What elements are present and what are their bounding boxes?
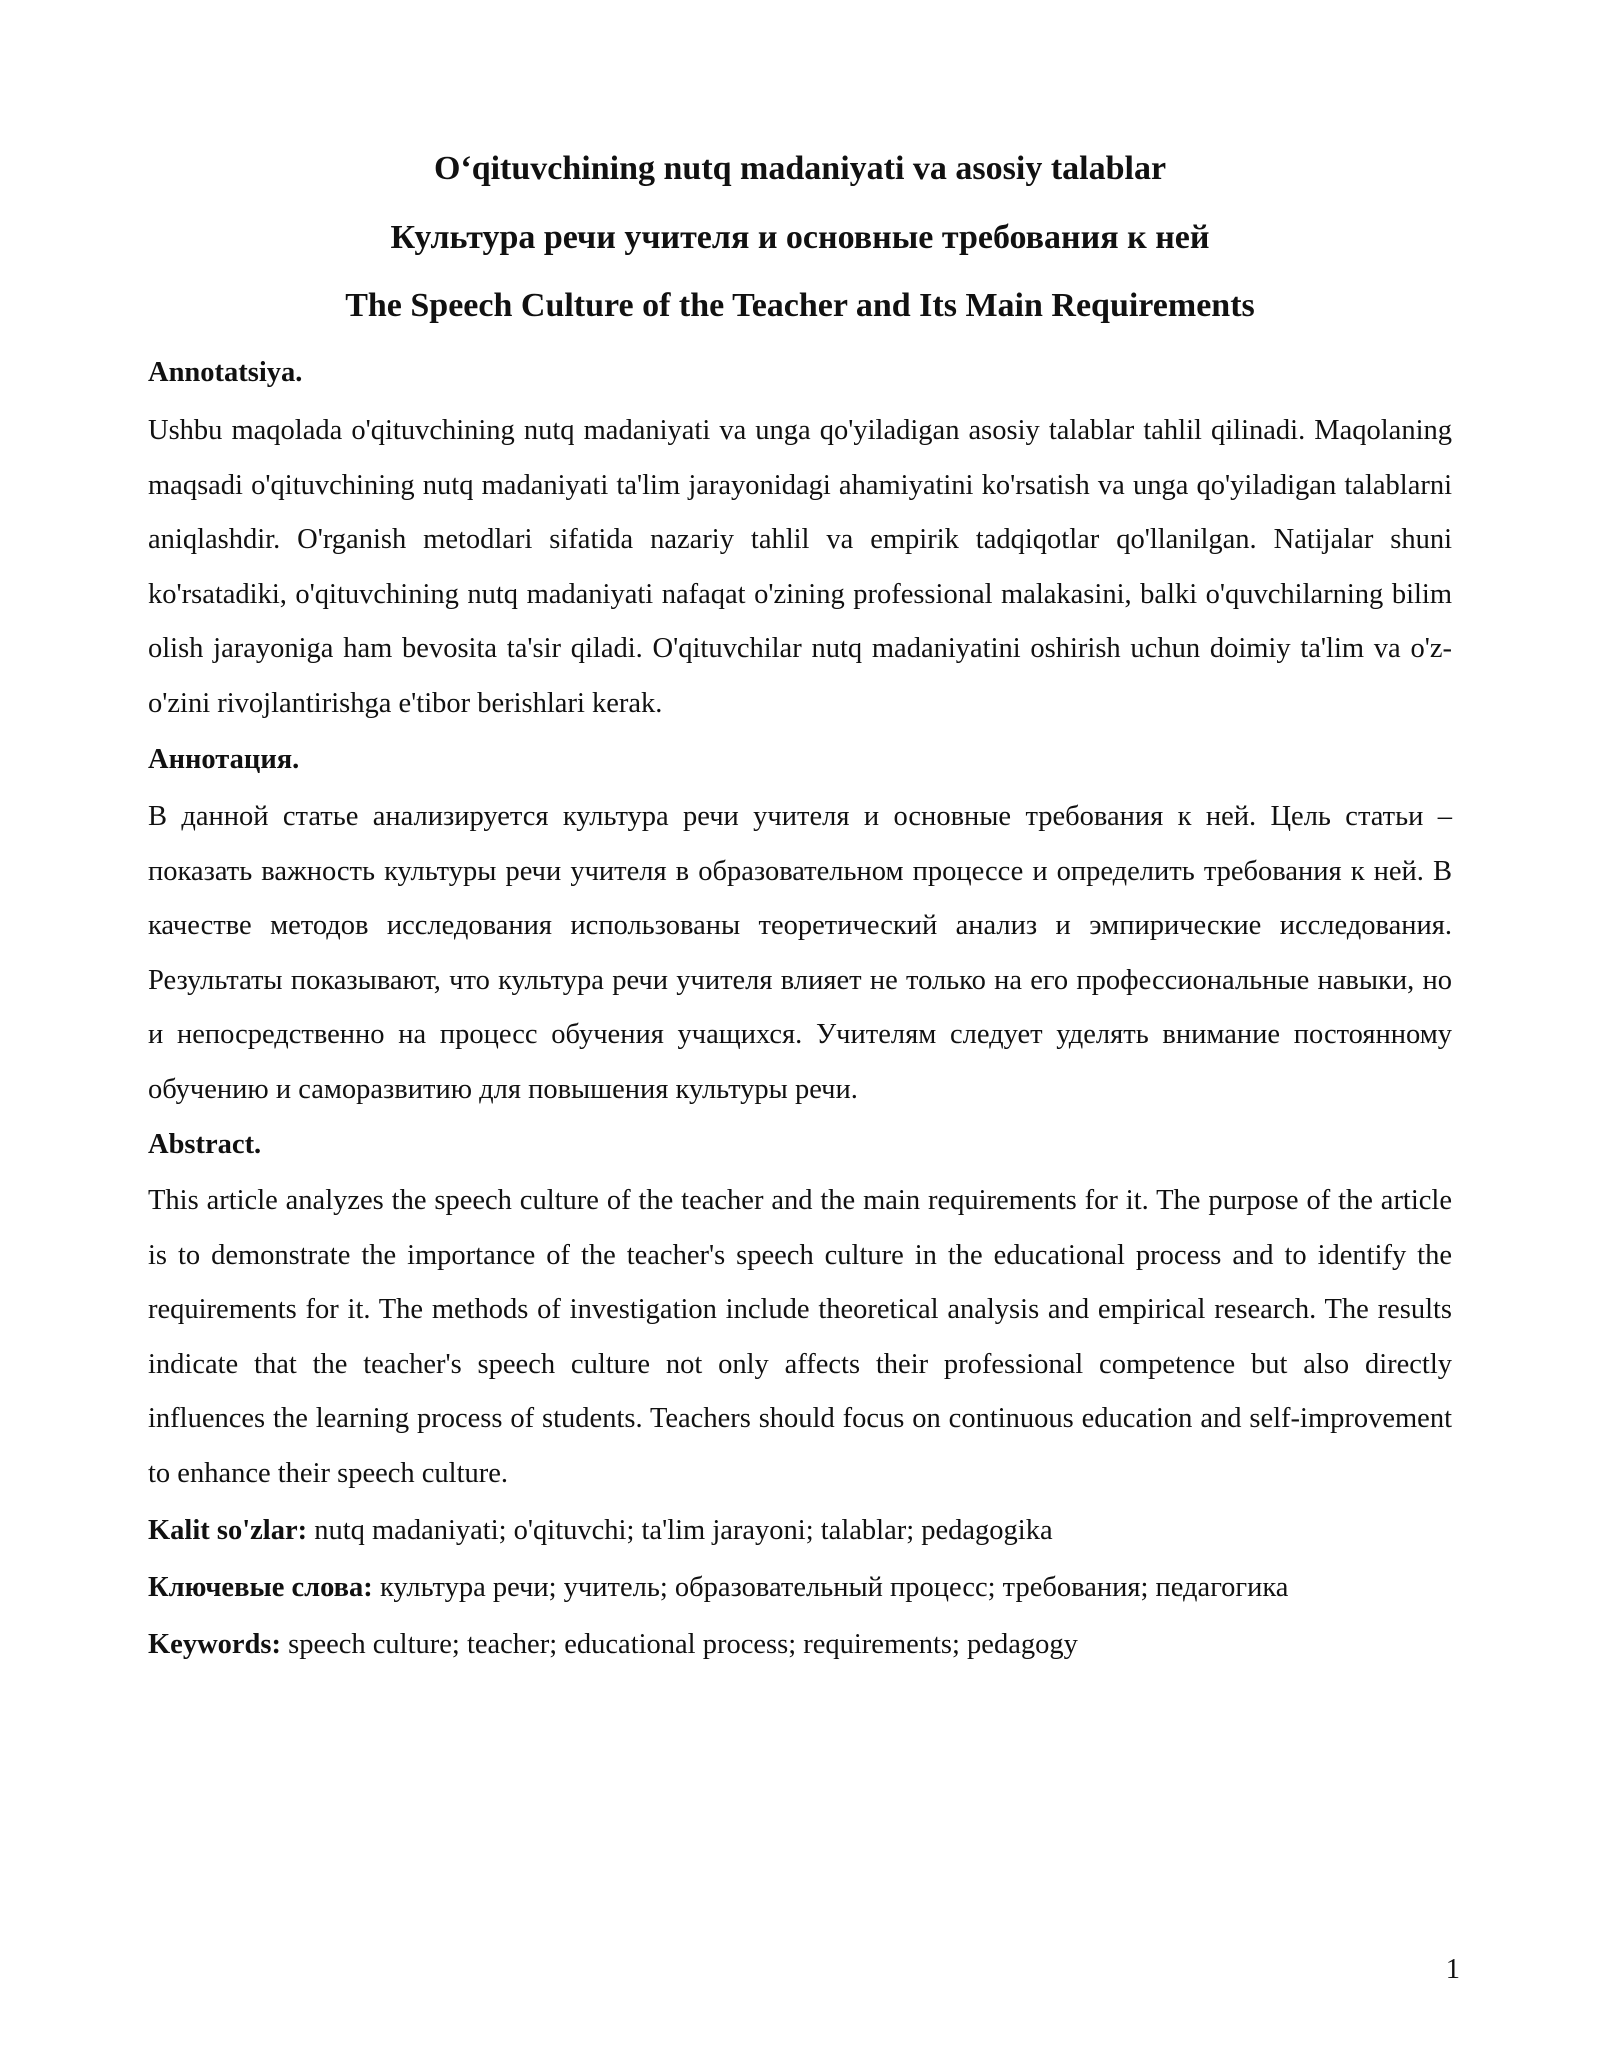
annotation-russian-text: В данной статье анализируется культура речи учителя и основные требования к ней. Цель статьи – показать важность культуры речи учителя в образовательном процессе и определить требования к ней. В качестве методов исследования использованы теоретический анализ и эмпирические исследования. Результаты показывают, что культура речи учителя влияет не только на его профессиональные навыки, но и непосредственно на процесс обучения учащихся. Учителям следует уделять внимание постоянному обучению и саморазвитию для повышения культуры речи.	[148, 801, 1452, 1105]
paper-page	[148, 150, 1452, 1673]
abstract-english-heading: Abstract.	[148, 1129, 262, 1160]
page-number: 1	[1445, 1954, 1460, 1985]
title-english: The Speech Culture of the Teacher and Its Main Requirements	[345, 287, 1255, 324]
annotation-uzbek-heading: Annotatsiya.	[148, 357, 303, 388]
keywords-russian-label: Ключевые слова:	[148, 1572, 373, 1603]
annotation-russian-section	[148, 741, 1452, 1117]
abstract-english-text: This article analyzes the speech culture of the teacher and the main requirements for it. The purpose of the article is to demonstrate the importance of the teacher's speech culture in the educational process and to identify the requirements for it. The methods of investigation include theoretical analysis and empirical research. The results indicate that the teacher's speech culture not only affects their professional competence but also directly influences the learning process of students. Teachers should focus on continuous education and self-improvement to enhance their speech culture.	[148, 1185, 1452, 1489]
keywords-uzbek	[148, 1502, 1452, 1559]
annotation-russian-heading: Аннотация.	[148, 744, 300, 775]
keywords-uzbek-value: nutq madaniyati; o'qituvchi; ta'lim jarayoni; talablar; pedagogika	[307, 1515, 1053, 1546]
abstract-english-section	[148, 1126, 1452, 1501]
annotation-uzbek-text: Ushbu maqolada o'qituvchining nutq madaniyati va unga qo'yiladigan asosiy talablar tahlil qilinadi. Maqolaning maqsadi o'qituvchining nutq madaniyati ta'lim jarayonidagi ahamiyatini ko'rsatish va unga qo'yiladigan talablarni aniqlashdir. O'rganish metodlari sifatida nazariy tahlil va empirik tadqiqotlar qo'llanilgan. Natijalar shuni ko'rsatadiki, o'qituvchining nutq madaniyati nafaqat o'zining professional malakasini, balki o'quvchilarning bilim olish jarayoniga ham bevosita ta'sir qiladi. O'qituvchilar nutq madaniyatini oshirish uchun doimiy ta'lim va o'z-o'zini rivojlantirishga e'tibor berishlari kerak.	[148, 415, 1452, 719]
keywords-english	[148, 1616, 1452, 1673]
keywords-english-value: speech culture; teacher; educational process; requirements; pedagogy	[280, 1629, 1078, 1660]
title-russian: Культура речи учителя и основные требования к ней	[390, 219, 1210, 256]
keywords-english-label: Keywords:	[148, 1629, 281, 1660]
annotation-uzbek-section	[148, 354, 1452, 731]
keywords-uzbek-label: Kalit so'zlar:	[148, 1515, 308, 1546]
title-uzbek: O‘qituvchining nutq madaniyati va asosiy talablar	[433, 150, 1167, 187]
keywords-russian-value: культура речи; учитель; образовательный процесс; требования; педагогика	[372, 1572, 1289, 1603]
keywords-russian	[148, 1559, 1452, 1616]
keywords-section	[148, 1502, 1452, 1673]
